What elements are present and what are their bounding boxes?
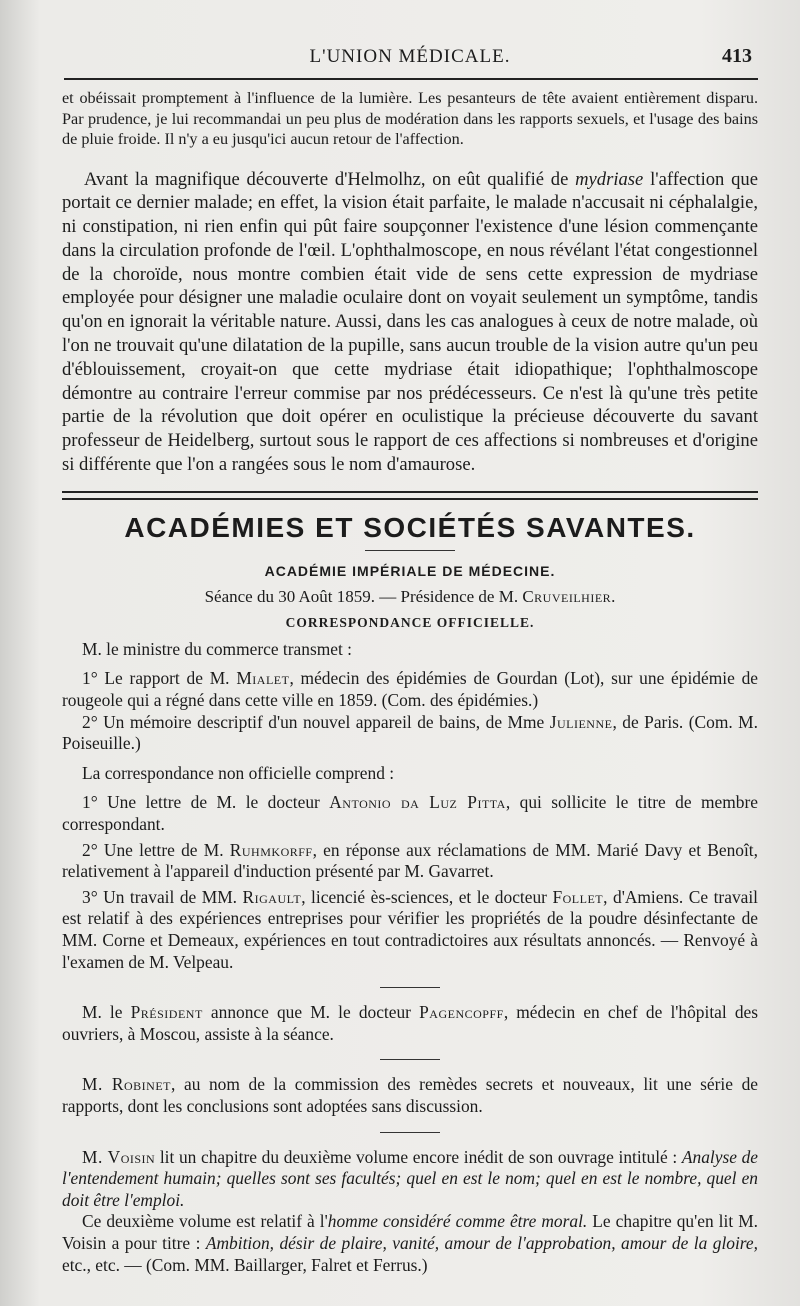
text-span: 2° Un mémoire descriptif d'un nouvel appareil de bains, de Mme <box>82 711 550 732</box>
ministre-line: M. le ministre du commerce transmet : <box>82 638 352 659</box>
president-name: Cruveilhier <box>522 586 612 606</box>
person-name: M. Voisin <box>82 1146 156 1167</box>
item-2 <box>62 712 758 755</box>
text-span: , en réponse aux réclamations de MM. Marié Davy et Benoît, relativement à l'appareil d'induction présenté par M. Gavarret. <box>62 839 758 882</box>
letter-2 <box>62 840 758 883</box>
separator <box>380 1132 440 1133</box>
page-number: 413 <box>722 45 752 67</box>
text-span: Séance du 30 Août 1859. — Présidence de M. <box>204 586 523 606</box>
header-rule <box>64 78 758 80</box>
person-name: Pagencopff <box>419 1002 504 1023</box>
seance-line <box>62 587 758 607</box>
text-span: Avant la magnifique découverte d'Helmolhz, on eût qualifié de <box>84 168 576 190</box>
italic-term: mydriase <box>575 168 644 190</box>
person-name: Julienne <box>549 711 613 732</box>
person-name: M. Robinet <box>82 1074 172 1095</box>
continuation-paragraph: et obéissait promptement à l'influence de la lumière. Les pesanteurs de tête avaient entièrement disparu. Par prudence, je lui recommandai un peu plus de modération dans les rapports sexuels, et l'usage des bains de pluie froide. Il n'y a eu jusqu'ici aucun retour de l'affection. <box>62 89 758 148</box>
section-title: ACADÉMIES ET SOCIÉTÉS SAVANTES. <box>124 511 696 543</box>
text-span: M. le <box>82 1002 131 1023</box>
text-span: l'affection que portait ce dernier malade; en effet, la vision était parfaite, le malade n'accusait ni céphalalgie, ni constipation, ni rien enfin qui pût faire soupçonner l'existence d'une lésion commençante dans la circulation profonde de l'œil. L'ophthalmoscope, en nous révélant l'état congestionnel de la choroïde, nous montre combien était vide de sens cette expression de mydriase employée pour désigner une maladie oculaire dont on voyait seulement un symptôme, tandis qu'on en ignorait la véritable nature. Aussi, dans les cas analogues à ceux de notre malade, où l'on ne trouvait qu'une dilatation de la pupille, sans aucun trouble de la vision autre qu'un peu d'éblouissement, croyait-on que cette mydriase était idiopathique; l'ophthalmoscope démontre au contraire l'erreur commise par nos prédécesseurs. Ce n'est là qu'une très petite partie de la révolution que doit opérer en oculistique la précieuse découverte du savant professeur de Heidelberg, surtout sous le rapport de ces affections si nombreuses et d'origine si différente que l'on a rangées sous le nom d'amaurose. <box>62 168 758 476</box>
person-name: Mialet <box>236 668 290 689</box>
italic-phrase: homme considéré comme être moral. <box>327 1211 588 1232</box>
text-span: , de Paris. (Com. M. Poiseuille.) <box>62 711 758 754</box>
text-span: 2° Une lettre de M. <box>82 839 230 860</box>
voisin-paragraph <box>62 1147 758 1212</box>
voisin-paragraph-2 <box>62 1211 758 1276</box>
separator <box>380 1059 440 1060</box>
person-name: Ruhmkorff <box>229 839 313 860</box>
item-1 <box>62 668 758 711</box>
text-span: Le chapitre qu'en lit M. Voisin a pour titre : <box>62 1211 759 1253</box>
page-header <box>60 40 760 74</box>
text-span: annonce que M. le docteur <box>202 1002 420 1023</box>
helmholtz-paragraph <box>62 168 758 477</box>
president-title: Président <box>130 1002 203 1023</box>
letter-1 <box>62 792 758 835</box>
president-paragraph <box>62 1002 758 1045</box>
text-span: , qui sollicite le titre de membre correspondant. <box>62 792 758 835</box>
section-divider <box>62 491 758 500</box>
text-span: Ce deuxième volume est relatif à l' <box>82 1211 328 1232</box>
text-span: , médecin en chef de l'hôpital des ouvriers, à Moscou, assiste à la séance. <box>62 1002 759 1044</box>
non-officielle-line: La correspondance non officielle comprend : <box>82 762 395 783</box>
text-span: 1° Une lettre de M. le docteur <box>82 792 330 813</box>
text-span: lit un chapitre du deuxième volume encore inédit de son ouvrage intitulé : <box>155 1146 682 1167</box>
person-name: Follet <box>552 886 604 907</box>
page-content <box>62 88 758 1276</box>
text-span: , médecin des épidémies de Gourdan (Lot), sur une épidémie de rougeole qui a régné dans cette ville en 1859. (Com. des épidémies.) <box>62 668 758 711</box>
robinet-paragraph <box>62 1074 758 1117</box>
chapter-title: Ambition, désir de plaire, vanité, amour de l'approbation, amour de la gloire, <box>205 1232 758 1253</box>
text-span: etc., etc. — (Com. MM. Baillarger, Falret et Ferrus.) <box>62 1254 428 1275</box>
text-span: 1° Le rapport de M. <box>82 668 237 689</box>
text-span: 3° Un travail de MM. <box>82 886 243 907</box>
book-title: Analyse de l'entendement humain; quelles sont ses facultés; quel en est le nom; quel en est le nombre, quel en doit être l'emploi. <box>62 1146 758 1210</box>
person-name: Rigault <box>242 886 302 907</box>
separator <box>380 987 440 988</box>
text-span: , licencié ès-sciences, et le docteur <box>301 886 553 907</box>
travail-3 <box>62 887 758 973</box>
running-title: L'UNION MÉDICALE. <box>309 46 511 67</box>
text-span: , d'Amiens. Ce travail est relatif à des expériences entreprises pour vérifier les propriétés de la poudre désinfectante de MM. Corne et Demeaux, expériences en tout contradictoires aux résultats annoncés. — Renvoyé à l'examen de M. Velpeau. <box>62 886 759 972</box>
text-span: , au nom de la commission des remèdes secrets et nouveaux, lit une série de rapports, dont les conclusions sont adoptées sans discussion. <box>62 1074 759 1116</box>
title-rule <box>365 550 455 551</box>
academy-title: ACADÉMIE IMPÉRIALE DE MÉDECINE. <box>264 562 556 579</box>
person-name: Antonio da Luz Pitta <box>329 792 506 813</box>
text-span: . <box>611 586 616 606</box>
correspondance-heading: CORRESPONDANCE OFFICIELLE. <box>285 614 535 630</box>
